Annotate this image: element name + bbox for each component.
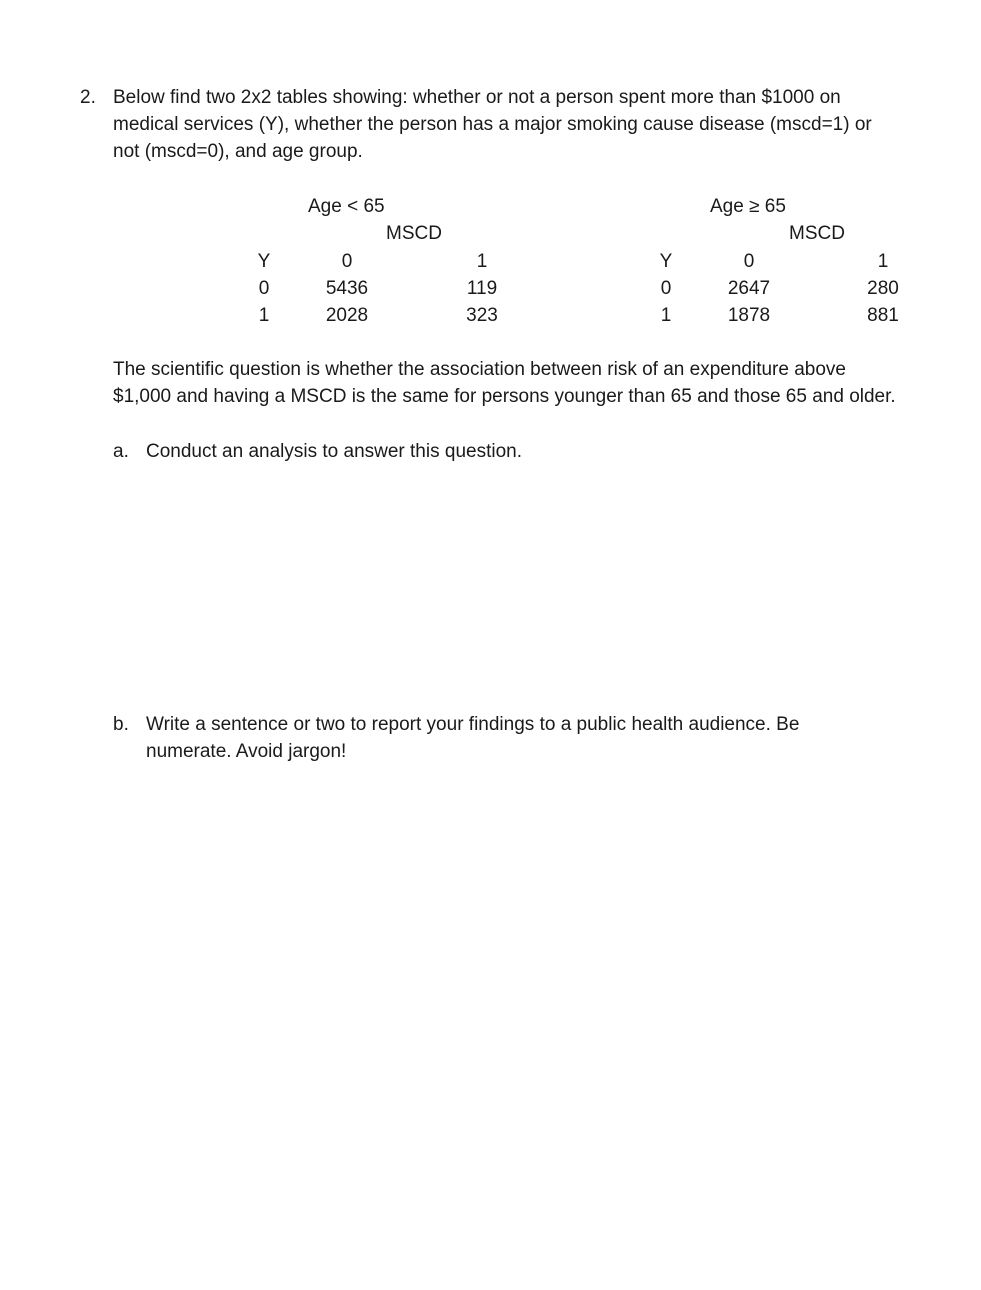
table-cell: 5436	[325, 278, 369, 299]
table-cell: 881	[867, 305, 899, 326]
row-label: 1	[258, 305, 270, 326]
table-title: Age < 65	[308, 196, 385, 217]
table-cell: 280	[867, 278, 899, 299]
scientific-question-line-2: $1,000 and having a MSCD is the same for persons younger than 65 and those 65 and older.	[113, 386, 896, 407]
question-number: 2.	[80, 87, 96, 108]
table-cell: 2647	[727, 278, 771, 299]
column-header: 1	[877, 251, 889, 272]
row-label: 0	[258, 278, 270, 299]
column-header: 1	[476, 251, 488, 272]
scientific-question-line-1: The scientific question is whether the association between risk of an expenditure above	[113, 359, 846, 380]
part-a-label: a.	[113, 441, 129, 462]
row-label: 0	[660, 278, 672, 299]
table-cell: 2028	[325, 305, 369, 326]
column-group-label: MSCD	[386, 223, 442, 244]
table-cell: 323	[466, 305, 498, 326]
answer-space-b	[113, 775, 943, 1255]
column-header: 0	[743, 251, 755, 272]
part-b-label: b.	[113, 714, 129, 735]
table-cell: 1878	[727, 305, 771, 326]
column-group-label: MSCD	[789, 223, 845, 244]
question-text-line-3: not (mscd=0), and age group.	[113, 141, 363, 162]
row-header-y: Y	[257, 251, 271, 272]
row-header-y: Y	[659, 251, 673, 272]
table-title: Age ≥ 65	[710, 196, 786, 217]
question-text-line-2: medical services (Y), whether the person has a major smoking cause disease (mscd=1) or	[113, 114, 872, 135]
question-text-line-1: Below find two 2x2 tables showing: whether or not a person spent more than $1000 on	[113, 87, 841, 108]
answer-space-a	[113, 470, 943, 700]
column-header: 0	[341, 251, 353, 272]
table-cell: 119	[466, 278, 498, 299]
part-a-text: Conduct an analysis to answer this question.	[146, 441, 522, 462]
row-label: 1	[660, 305, 672, 326]
part-b-text-line-1: Write a sentence or two to report your findings to a public health audience. Be	[146, 714, 800, 735]
part-b-text-line-2: numerate. Avoid jargon!	[146, 741, 347, 762]
